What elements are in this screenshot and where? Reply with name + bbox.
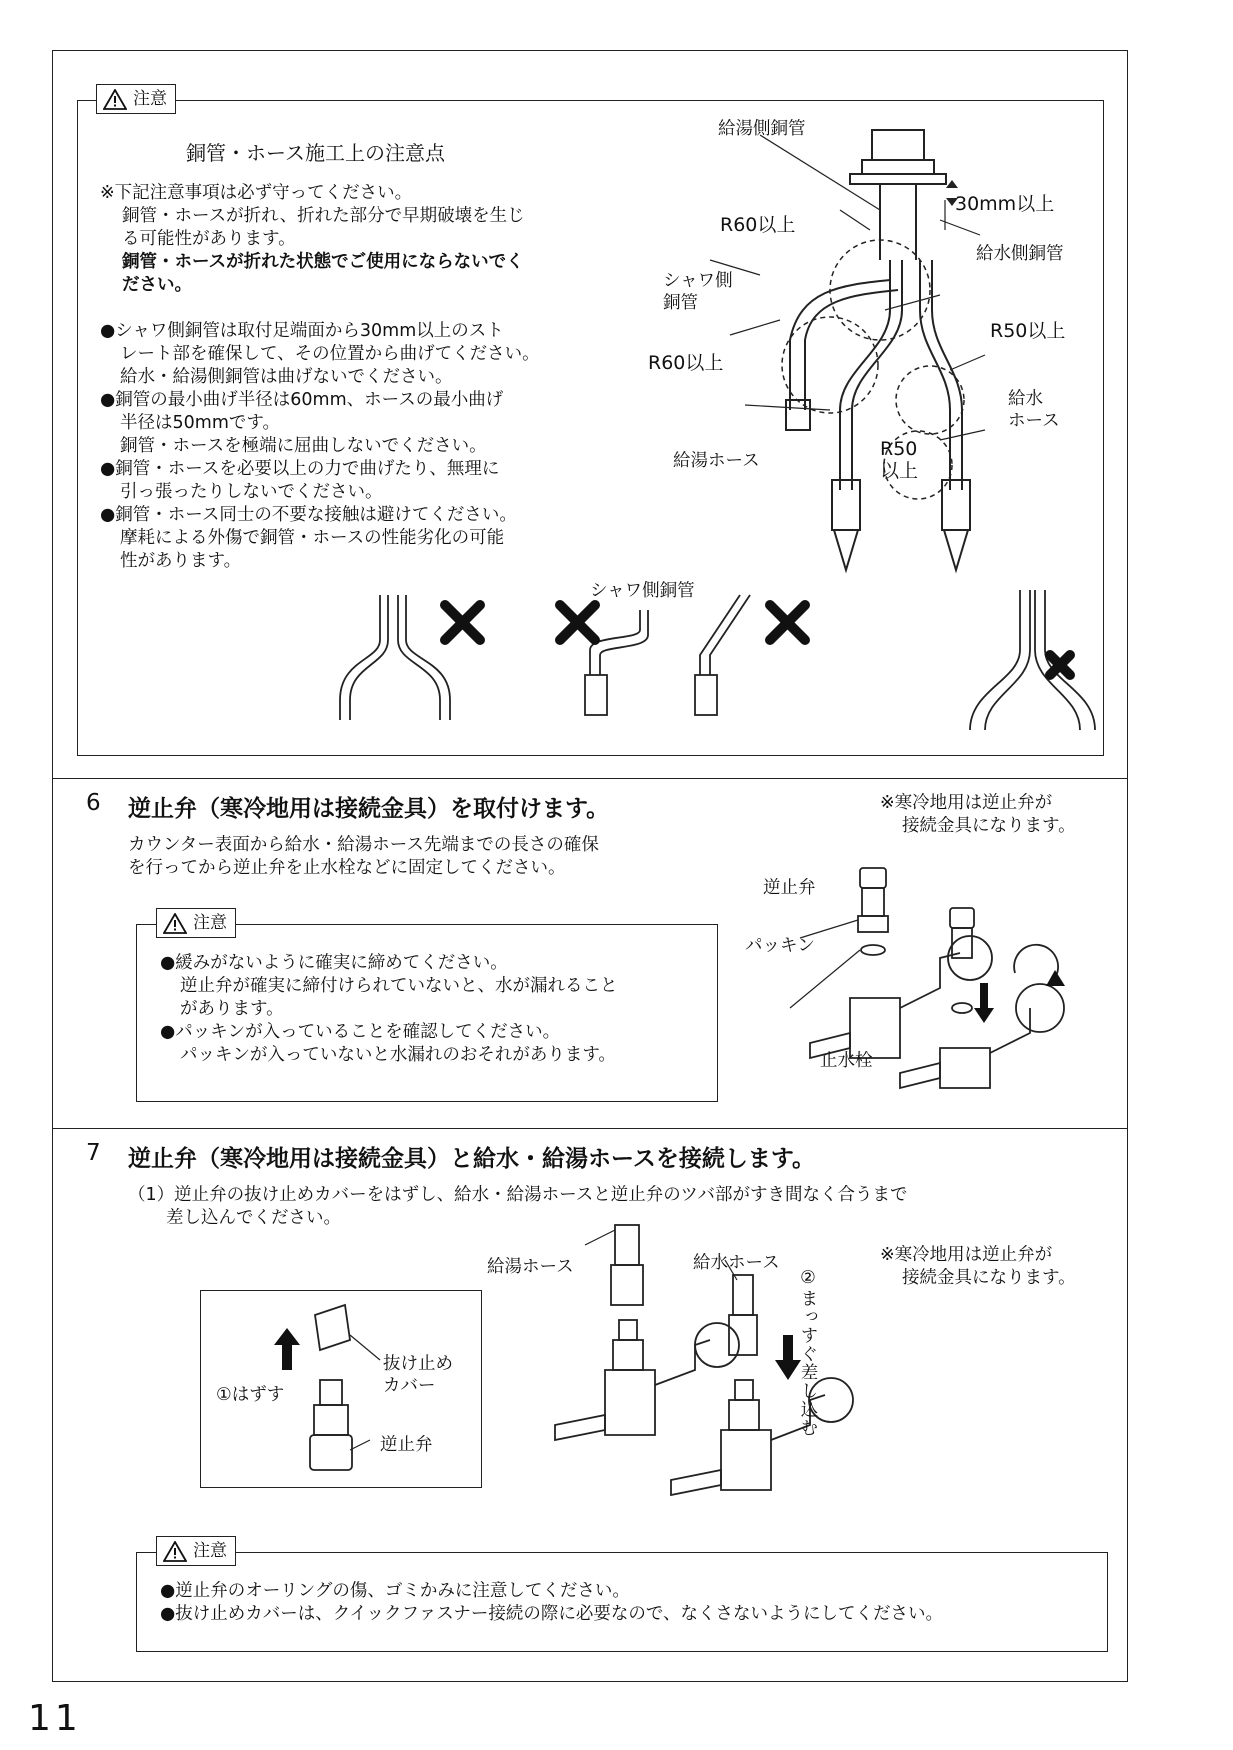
bullet-line: ●銅管・ホース同士の不要な接触は避けてください。	[100, 505, 517, 525]
bullet-line: ●銅管・ホースを必要以上の力で曲げたり、無理に	[100, 459, 500, 479]
bullet-line: 半径は50mmです。	[120, 413, 280, 433]
step-title: 逆止弁（寒冷地用は接続金具）を取付けます。	[128, 796, 610, 822]
label-hot-pipe: 給湯側銅管	[718, 119, 806, 139]
label-cold-hose-step7: 給水ホース	[693, 1253, 780, 1273]
label-shower-pipe: シャワ側 銅管	[663, 271, 733, 313]
label-insert-straight: ②まっすぐ差し込む	[798, 1268, 818, 1437]
cover-removal-diagram	[270, 1300, 390, 1480]
label-r60-bottom: R60以上	[648, 352, 724, 374]
section-divider	[52, 1128, 1128, 1129]
label-cold-pipe: 給水側銅管	[976, 244, 1064, 264]
rotate-arrow-icon	[1046, 970, 1065, 986]
section-title: 銅管・ホース施工上の注意点	[186, 141, 445, 165]
label-shower-pipe-bad: シャワ側銅管	[590, 581, 695, 601]
warning-icon	[103, 89, 127, 110]
bullet-line: 引っ張ったりしないでください。	[120, 482, 383, 502]
label-hot-hose-step7: 給湯ホース	[487, 1257, 574, 1277]
label-check-valve: 逆止弁	[763, 878, 816, 898]
pipe-bending-diagram	[640, 110, 1100, 580]
bullet-line: 給水・給湯側銅管は曲げないでください。	[120, 367, 453, 387]
caution-label: 注意	[193, 913, 227, 933]
bullet-line: 摩耗による外傷で銅管・ホースの性能劣化の可能	[120, 528, 505, 548]
caution-tag	[156, 1536, 236, 1566]
intro-bold-line: ださい。	[122, 275, 192, 295]
cold-region-note: ※寒冷地用は逆止弁が 接続金具になります。	[880, 793, 1076, 836]
arrow-down-icon	[974, 983, 994, 1023]
step-number: 6	[86, 790, 101, 816]
caution-label: 注意	[133, 89, 167, 109]
label-stop-valve: 止水栓	[820, 1051, 873, 1071]
intro-line: ※下記注意事項は必ず守ってください。	[100, 183, 413, 203]
label-check-valve-inset: 逆止弁	[380, 1435, 433, 1455]
label-r50-top: R50以上	[990, 320, 1066, 342]
step-body: カウンター表面から給水・給湯ホース先端までの長さの確保 を行ってから逆止弁を止水栓などに固定してください。	[128, 835, 599, 878]
bullet-line: 銅管・ホースを極端に屈曲しないでください。	[120, 436, 487, 456]
bullet-list	[100, 320, 540, 573]
label-remove: ①はずす	[216, 1385, 285, 1405]
intro-line: 銅管・ホースが折れ、折れた部分で早期破壊を生じ	[122, 206, 525, 226]
caution-text: ●緩みがないように確実に締めてください。 逆止弁が確実に締付けられていないと、水が漏れること があります。 ●パッキンが入っていることを確認してください。 パッキンが入っていないと水漏れのおそれがあります。	[160, 953, 618, 1065]
step-number: 7	[86, 1140, 101, 1166]
caution-tag	[156, 908, 236, 938]
label-30mm: 30mm以上	[955, 193, 1055, 215]
bad-examples-diagram	[330, 590, 1100, 740]
bullet-line: レート部を確保して、その位置から曲げてください。	[120, 344, 540, 364]
step-sub: （1）逆止弁の抜け止めカバーをはずし、給水・給湯ホースと逆止弁のツバ部がすき間なく合うまで 差し込んでください。	[128, 1185, 908, 1228]
page-number: 11	[28, 1698, 82, 1739]
label-packing: パッキン	[745, 936, 815, 956]
bullet-line: ●シャワ側銅管は取付足端面から30mm以上のスト	[100, 321, 504, 341]
intro-bold-line: 銅管・ホースが折れた状態でご使用にならないでく	[122, 252, 524, 272]
warning-icon	[163, 1541, 187, 1562]
prohibited-x-icon	[445, 605, 1070, 675]
intro-text	[100, 182, 525, 297]
caution-tag	[96, 84, 176, 114]
caution-text: ●逆止弁のオーリングの傷、ゴミかみに注意してください。 ●抜け止めカバーは、クイックファスナー接続の際に必要なので、なくさないようにしてください。	[160, 1581, 943, 1624]
label-cover: 抜け止め カバー	[383, 1354, 453, 1396]
label-r50-bottom: R50 以上	[880, 438, 919, 482]
cold-region-note: ※寒冷地用は逆止弁が 接続金具になります。	[880, 1245, 1076, 1288]
step-title: 逆止弁（寒冷地用は接続金具）と給水・給湯ホースを接続します。	[128, 1146, 816, 1172]
bullet-line: ●銅管の最小曲げ半径は60mm、ホースの最小曲げ	[100, 390, 504, 410]
section-divider	[52, 778, 1128, 779]
caution-label: 注意	[193, 1541, 227, 1561]
intro-line: る可能性があります。	[122, 229, 296, 249]
warning-icon	[163, 913, 187, 934]
bullet-line: 性があります。	[120, 551, 242, 571]
arrow-up-icon	[274, 1328, 300, 1370]
label-cold-hose: 給水 ホース	[1008, 389, 1060, 431]
label-hot-hose: 給湯ホース	[673, 451, 760, 471]
label-r60-top: R60以上	[720, 214, 796, 236]
